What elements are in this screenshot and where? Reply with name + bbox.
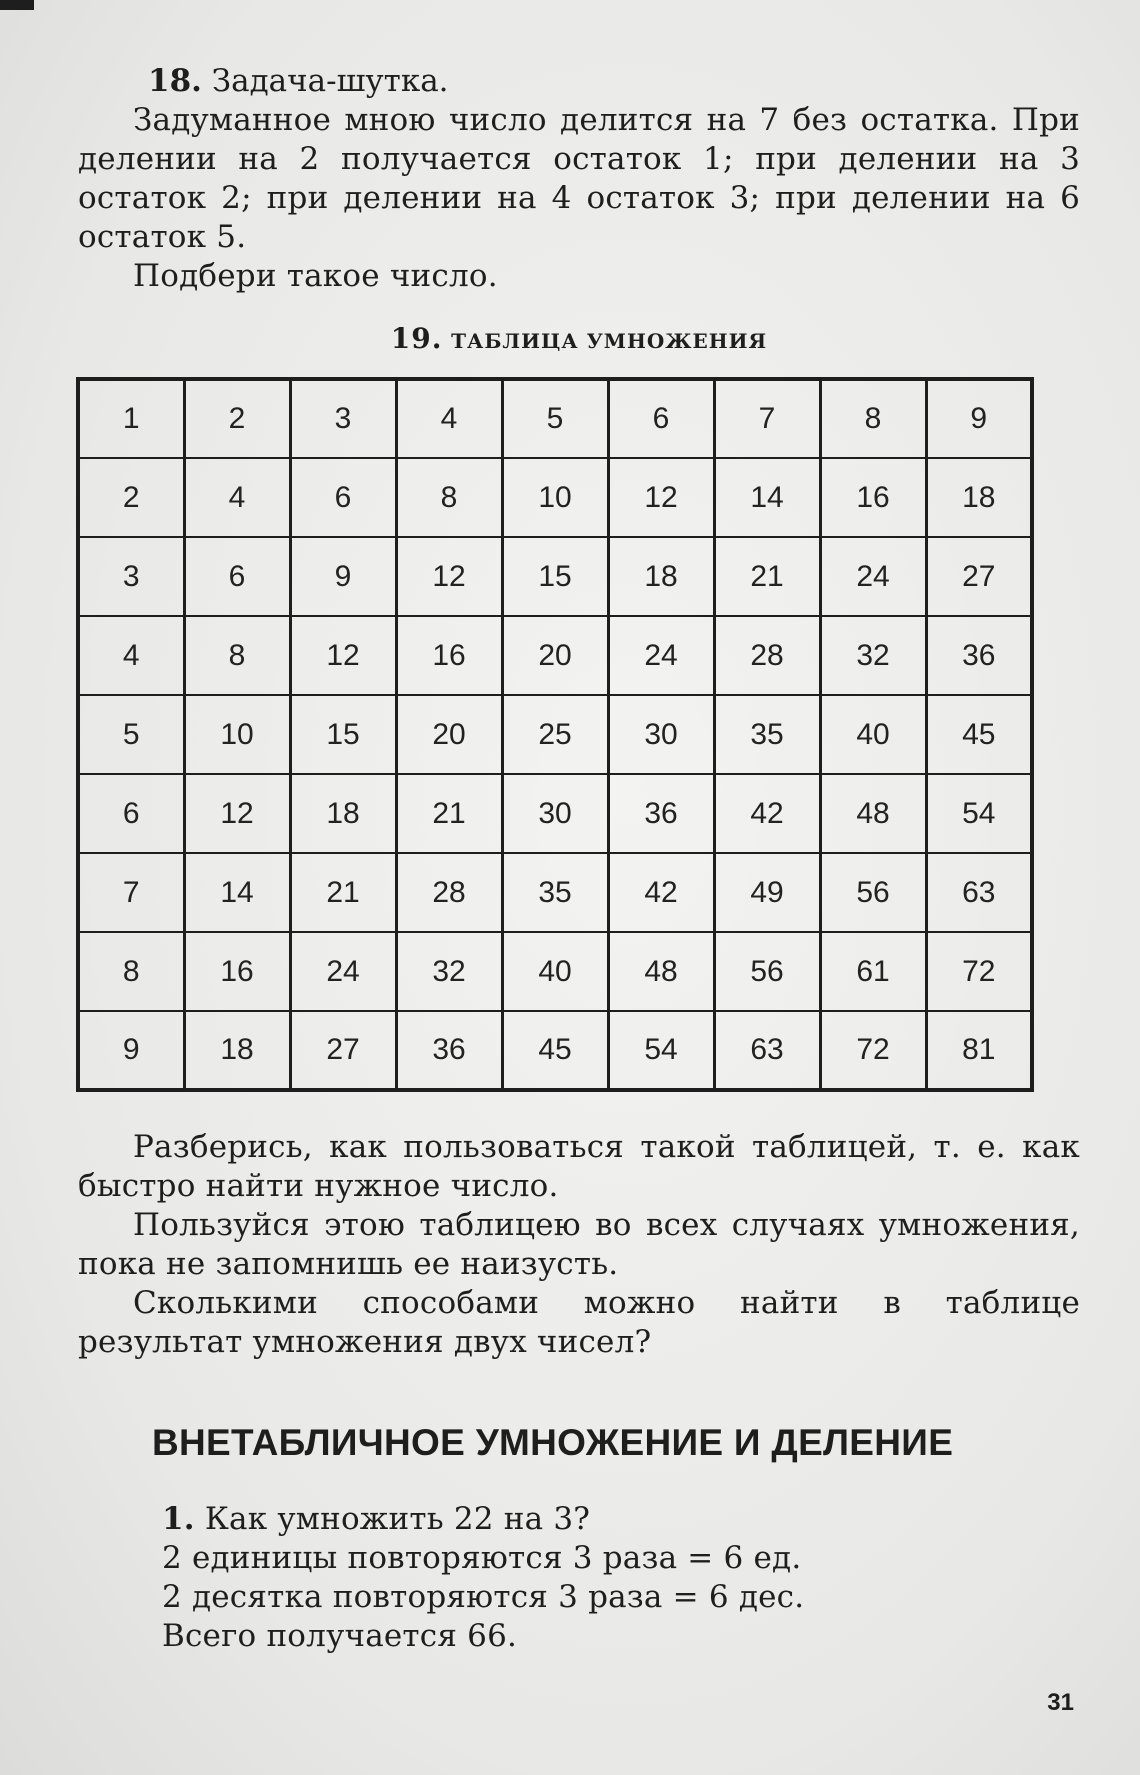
table-cell: 32 — [820, 616, 926, 695]
table-cell: 10 — [502, 458, 608, 537]
table-cell: 5 — [502, 379, 608, 458]
table-row — [78, 1011, 1032, 1090]
table-cell: 45 — [502, 1011, 608, 1090]
table-cell: 8 — [820, 379, 926, 458]
table-cell: 54 — [926, 774, 1032, 853]
table-cell: 36 — [396, 1011, 502, 1090]
table-cell: 2 — [184, 379, 290, 458]
problem-18-number: 18. — [148, 63, 202, 99]
table-cell: 21 — [714, 537, 820, 616]
table-instructions — [78, 1128, 1080, 1362]
table-cell: 15 — [290, 695, 396, 774]
table-cell: 54 — [608, 1011, 714, 1090]
table-cell: 27 — [290, 1011, 396, 1090]
table-cell: 40 — [502, 932, 608, 1011]
table-cell: 12 — [396, 537, 502, 616]
table-cell: 42 — [608, 853, 714, 932]
table-cell: 48 — [608, 932, 714, 1011]
table-cell: 81 — [926, 1011, 1032, 1090]
problem-18-heading — [148, 62, 1080, 101]
table-cell: 16 — [184, 932, 290, 1011]
table-cell: 4 — [78, 616, 184, 695]
table-cell: 12 — [290, 616, 396, 695]
instruction-paragraph: Сколькими способами можно найти в таблице результат умножения двух чисел? — [78, 1285, 1080, 1360]
item-1-question-line — [162, 1500, 1080, 1539]
problem-19-number: 19. — [390, 322, 443, 355]
section-title: ВНЕТАБЛИЧНОЕ УМНОЖЕНИЕ И ДЕЛЕНИЕ — [152, 1422, 954, 1463]
table-cell: 32 — [396, 932, 502, 1011]
table-cell: 30 — [502, 774, 608, 853]
table-cell: 21 — [396, 774, 502, 853]
table-cell: 2 — [78, 458, 184, 537]
table-cell: 15 — [502, 537, 608, 616]
item-1-line: 2 единицы повторяются 3 раза = 6 ед. — [162, 1540, 802, 1576]
table-cell: 8 — [396, 458, 502, 537]
table-cell: 48 — [820, 774, 926, 853]
table-cell: 6 — [184, 537, 290, 616]
table-cell: 6 — [290, 458, 396, 537]
table-cell: 4 — [396, 379, 502, 458]
table-cell: 20 — [396, 695, 502, 774]
table-cell: 12 — [184, 774, 290, 853]
table-cell: 5 — [78, 695, 184, 774]
table-cell: 1 — [78, 379, 184, 458]
table-cell: 27 — [926, 537, 1032, 616]
table-cell: 7 — [78, 853, 184, 932]
table-cell: 49 — [714, 853, 820, 932]
table-cell: 28 — [396, 853, 502, 932]
table-cell: 16 — [820, 458, 926, 537]
problem-18-title: Задача-шутка. — [211, 63, 449, 99]
multiplication-table — [76, 377, 1034, 1092]
table-cell: 24 — [820, 537, 926, 616]
table-cell: 10 — [184, 695, 290, 774]
table-cell: 21 — [290, 853, 396, 932]
page-number: 31 — [1047, 1689, 1074, 1716]
table-cell: 8 — [184, 616, 290, 695]
table-cell: 28 — [714, 616, 820, 695]
print-mark — [0, 0, 34, 10]
table-cell: 25 — [502, 695, 608, 774]
item-1-line: Всего получается 66. — [162, 1618, 518, 1654]
table-row — [78, 853, 1032, 932]
table-cell: 36 — [608, 774, 714, 853]
table-cell: 20 — [502, 616, 608, 695]
table-title — [78, 322, 1080, 355]
instruction-paragraph: Пользуйся этою таблицею во всех случаях умножения, пока не запомнишь ее наизусть. — [78, 1207, 1080, 1282]
table-cell: 56 — [714, 932, 820, 1011]
table-row — [78, 537, 1032, 616]
table-cell: 36 — [926, 616, 1032, 695]
table-cell: 30 — [608, 695, 714, 774]
table-row — [78, 458, 1032, 537]
table-cell: 3 — [78, 537, 184, 616]
item-1-number: 1. — [162, 1501, 195, 1537]
table-cell: 18 — [184, 1011, 290, 1090]
table-cell: 72 — [926, 932, 1032, 1011]
table-cell: 4 — [184, 458, 290, 537]
table-cell: 18 — [926, 458, 1032, 537]
table-cell: 3 — [290, 379, 396, 458]
table-cell: 72 — [820, 1011, 926, 1090]
table-cell: 6 — [608, 379, 714, 458]
table-caption: ТАБЛИЦА УМНОЖЕНИЯ — [451, 329, 768, 353]
table-cell: 18 — [290, 774, 396, 853]
section-item-1 — [162, 1500, 1080, 1656]
table-cell: 35 — [502, 853, 608, 932]
instruction-paragraph: Разберись, как пользоваться такой таблицей, т. е. как быстро найти нужное число. — [78, 1129, 1080, 1204]
table-cell: 7 — [714, 379, 820, 458]
item-1-line: 2 десятка повторяются 3 раза = 6 дес. — [162, 1579, 805, 1615]
table-cell: 40 — [820, 695, 926, 774]
problem-18-task: Подбери такое число. — [133, 258, 498, 294]
item-1-question: Как умножить 22 на 3? — [204, 1501, 591, 1537]
table-cell: 9 — [290, 537, 396, 616]
table-row — [78, 379, 1032, 458]
table-cell: 6 — [78, 774, 184, 853]
table-cell: 8 — [78, 932, 184, 1011]
table-cell: 63 — [926, 853, 1032, 932]
table-cell: 18 — [608, 537, 714, 616]
table-cell: 16 — [396, 616, 502, 695]
table-row — [78, 616, 1032, 695]
table-cell: 9 — [78, 1011, 184, 1090]
table-cell: 14 — [184, 853, 290, 932]
table-cell: 35 — [714, 695, 820, 774]
table-cell: 24 — [608, 616, 714, 695]
table-cell: 61 — [820, 932, 926, 1011]
multiplication-table-body — [78, 379, 1032, 1090]
table-cell: 42 — [714, 774, 820, 853]
table-row — [78, 932, 1032, 1011]
table-cell: 56 — [820, 853, 926, 932]
table-cell: 63 — [714, 1011, 820, 1090]
table-cell: 14 — [714, 458, 820, 537]
table-row — [78, 774, 1032, 853]
table-cell: 45 — [926, 695, 1032, 774]
problem-18-text: Задуманное мною число делится на 7 без остатка. При делении на 2 получается остаток 1; при делении на 3 остаток 2; при делении на 4 остаток 3; при делении на 6 остаток 5. — [78, 102, 1080, 255]
table-cell: 9 — [926, 379, 1032, 458]
table-cell: 24 — [290, 932, 396, 1011]
table-row — [78, 695, 1032, 774]
table-cell: 12 — [608, 458, 714, 537]
